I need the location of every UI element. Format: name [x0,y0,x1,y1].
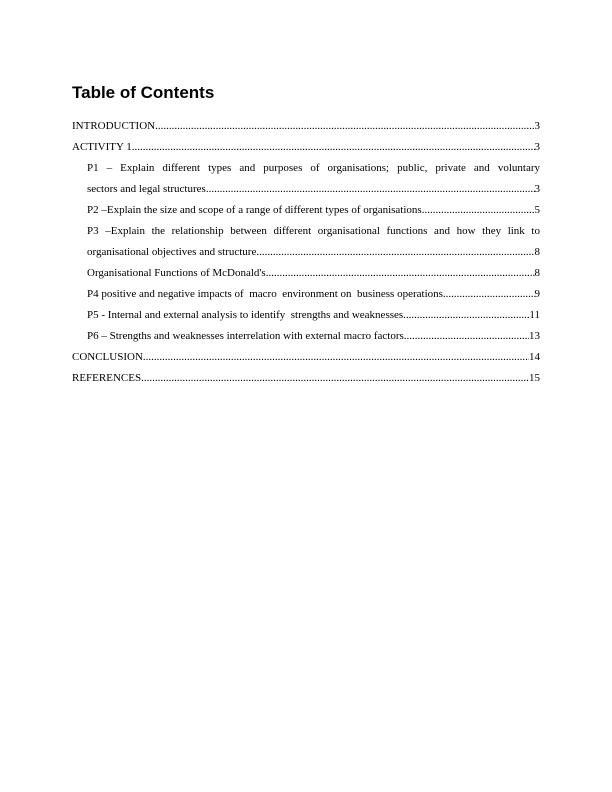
toc-entry-p6[interactable] [72,326,540,347]
toc-entry-page: 5 [534,204,540,216]
toc-entry-label: P6 – Strengths and weaknesses interrelation with external macro factors [87,330,404,342]
toc-entry-label: P4 positive and negative impacts of macro environment on business operations [87,288,443,300]
toc-entry-page: 8 [534,267,540,279]
toc-entry-label: CONCLUSION [72,351,143,363]
toc-entry-label-line-2: sectors and legal structures [87,183,206,195]
toc-entry-p3[interactable] [72,221,540,263]
toc-title: Table of Contents [72,83,215,102]
dot-leader [404,326,529,347]
dot-leader [403,305,529,326]
toc-entry-page: 3 [534,120,540,132]
dot-leader [422,200,535,221]
toc-entry-p1[interactable] [72,158,540,200]
toc-entry-p2[interactable] [72,200,540,221]
toc-entry-activity-1[interactable] [72,137,540,158]
toc-entry-p4[interactable] [72,284,540,305]
toc-entry-page: 13 [529,330,540,342]
toc-entry-label-line-2: organisational objectives and structure [87,246,257,258]
dot-leader [443,284,535,305]
toc-entry-page: 15 [529,372,540,384]
toc-entry-label-line-1: P1 – Explain different types and purposes of organisations; public, private and voluntary [87,162,540,174]
dot-leader [132,137,535,158]
toc-entry-page: 3 [534,141,540,153]
toc-entry-page: 11 [529,309,540,321]
dot-leader [155,116,534,137]
dot-leader [141,368,529,389]
toc-entry-label: ACTIVITY 1 [72,141,132,153]
toc-entry-p5[interactable] [72,305,540,326]
toc-entry-label: Organisational Functions of McDonald's [87,267,266,279]
toc-entry-page: 8 [534,246,540,258]
toc-entry-references[interactable] [72,368,540,389]
toc-entry-label-line-1: P3 –Explain the relationship between different organisational functions and how they link to [87,225,540,237]
toc-entry-organisational-functions[interactable] [72,263,540,284]
toc-entry-label: P5 - Internal and external analysis to identify strengths and weaknesses [87,309,404,321]
dot-leader [143,347,529,368]
toc-entry-introduction[interactable] [72,116,540,137]
table-of-contents [72,116,540,389]
dot-leader [256,242,534,263]
toc-entry-conclusion[interactable] [72,347,540,368]
toc-entry-label: P2 –Explain the size and scope of a range of different types of organisations [87,204,422,216]
dot-leader [266,263,535,284]
toc-entry-label: INTRODUCTION [72,120,156,132]
toc-entry-page: 3 [534,183,540,195]
toc-entry-page: 9 [534,288,540,300]
dot-leader [206,179,535,200]
toc-entry-page: 14 [529,351,540,363]
toc-entry-label: REFERENCES [72,372,142,384]
